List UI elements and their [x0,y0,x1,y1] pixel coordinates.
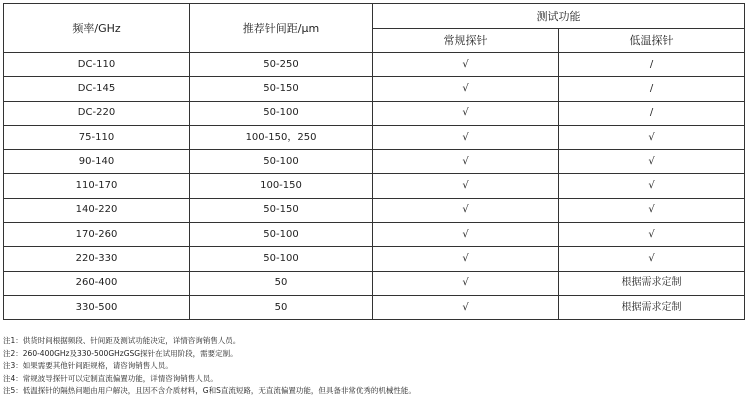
header-test-function: 测试功能 [373,4,745,29]
cell-low-temp: / [559,77,745,101]
cell-normal: √ [373,223,559,247]
cell-frequency: 260-400 [4,271,190,295]
cell-normal: √ [373,198,559,222]
cell-frequency: 170-260 [4,223,190,247]
header-frequency: 频率/GHz [4,4,190,53]
cell-pitch: 50-100 [190,223,373,247]
cell-low-temp: / [559,101,745,125]
footnote-5: 注5：低温探针的隔热问题由用户解决，且因不含介质材料，G和S直流短路，无直流偏置功能，但具备非常优秀的机械性能。 [3,386,416,396]
table-row [4,150,745,174]
cell-normal: √ [373,174,559,198]
cell-frequency: DC-220 [4,101,190,125]
cell-low-temp: 根据需求定制 [559,295,745,319]
cell-pitch: 50-250 [190,53,373,77]
cell-normal: √ [373,295,559,319]
cell-frequency: 140-220 [4,198,190,222]
cell-low-temp: √ [559,150,745,174]
table-body [4,53,745,320]
cell-low-temp: / [559,53,745,77]
table-row [4,247,745,271]
probe-spec-table [3,3,745,320]
cell-frequency: 220-330 [4,247,190,271]
cell-pitch: 50 [190,295,373,319]
table-row [4,125,745,149]
table-row [4,77,745,101]
cell-pitch: 100-150，250 [190,125,373,149]
table-row [4,295,745,319]
cell-low-temp: 根据需求定制 [559,271,745,295]
cell-normal: √ [373,77,559,101]
cell-frequency: 75-110 [4,125,190,149]
cell-low-temp: √ [559,223,745,247]
cell-low-temp: √ [559,174,745,198]
cell-pitch: 100-150 [190,174,373,198]
cell-frequency: 330-500 [4,295,190,319]
table-row [4,174,745,198]
cell-normal: √ [373,247,559,271]
footnote-1: 注1：供货时间根据频段、针间距及测试功能决定，详情咨询销售人员。 [3,336,241,345]
cell-low-temp: √ [559,198,745,222]
cell-normal: √ [373,101,559,125]
footnote-4: 注4：常规波导探针可以定制直流偏置功能，详情咨询销售人员。 [3,373,218,383]
cell-pitch: 50-100 [190,101,373,125]
cell-normal: √ [373,53,559,77]
cell-frequency: 90-140 [4,150,190,174]
cell-low-temp: √ [559,125,745,149]
cell-pitch: 50-100 [190,247,373,271]
cell-normal: √ [373,150,559,174]
footnote-3: 注3：如果需要其他针间距规格，请咨询销售人员。 [3,361,173,371]
cell-pitch: 50-150 [190,77,373,101]
table-row [4,101,745,125]
cell-normal: √ [373,125,559,149]
cell-frequency: DC-145 [4,77,190,101]
cell-pitch: 50 [190,271,373,295]
header-normal-probe: 常规探针 [373,29,559,53]
cell-normal: √ [373,271,559,295]
cell-pitch: 50-150 [190,198,373,222]
cell-frequency: DC-110 [4,53,190,77]
cell-low-temp: √ [559,247,745,271]
footnotes [3,335,745,398]
header-low-temp-probe: 低温探针 [559,29,745,53]
cell-frequency: 110-170 [4,174,190,198]
cell-pitch: 50-100 [190,150,373,174]
table-row [4,198,745,222]
table-row [4,223,745,247]
table-row [4,53,745,77]
table-row [4,271,745,295]
footnote-2: 注2：260-400GHz及330-500GHzGSG探针在试用阶段，需要定制。 [3,348,238,358]
header-pitch: 推荐针间距/μm [190,4,373,53]
